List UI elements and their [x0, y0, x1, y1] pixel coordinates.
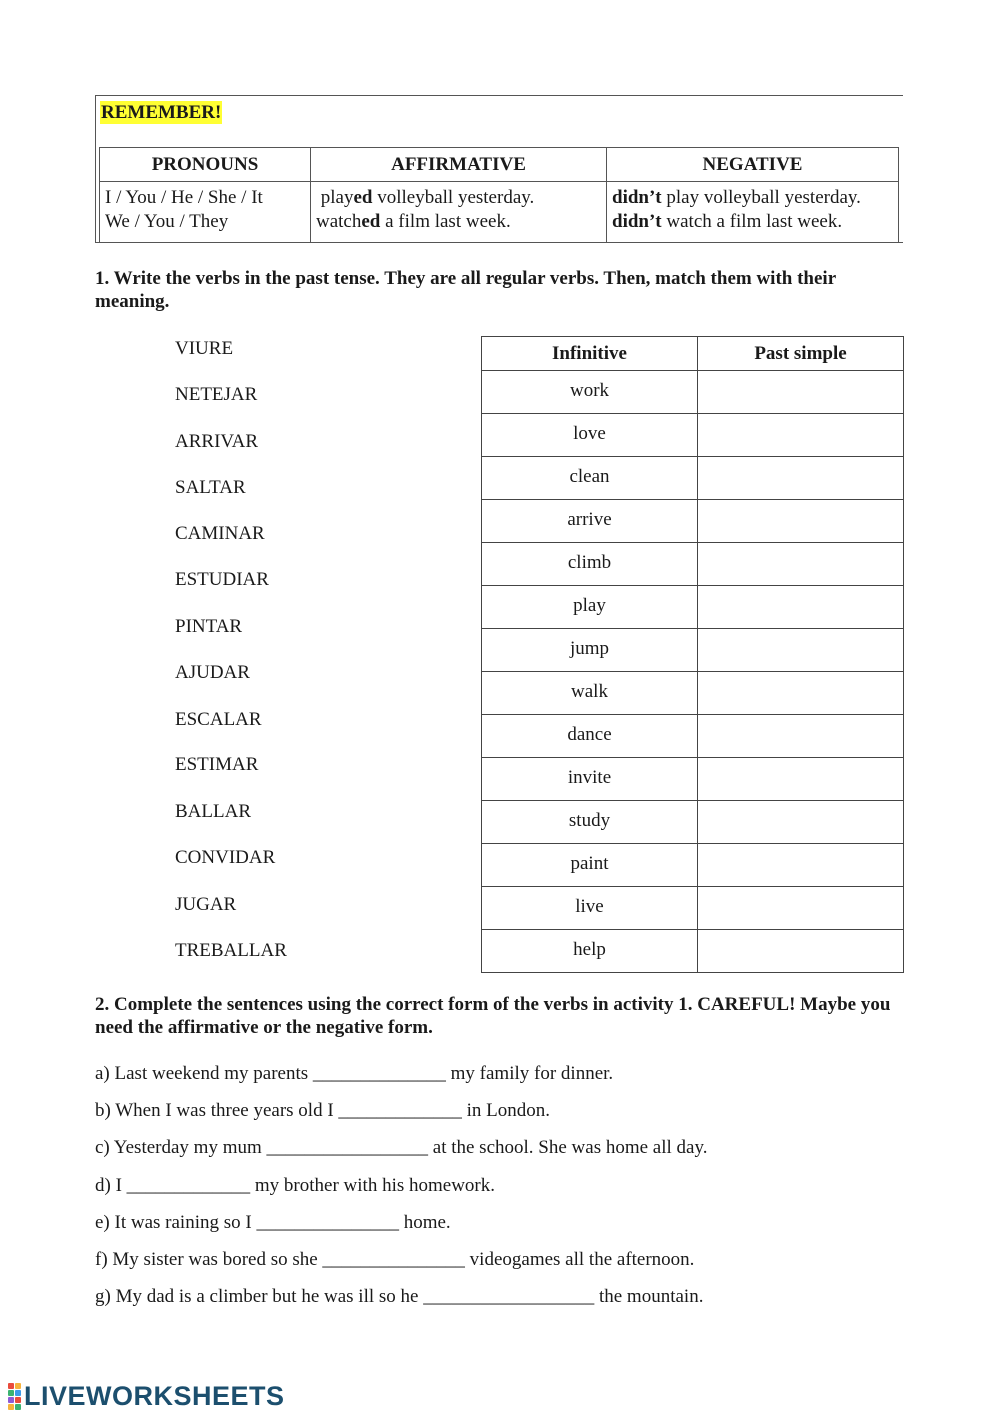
- grammar-table: [99, 147, 899, 243]
- past-simple-answer-cell[interactable]: [698, 586, 904, 629]
- activity2-heading: 2. Complete the sentences using the correct form of the verbs in activity 1. CAREFUL! Maybe you need the affirmative or the negative form.: [95, 994, 891, 1038]
- sentence-item: b) When I was three years old I _____________ in London.: [95, 1100, 551, 1121]
- catalan-verb: ESTUDIAR: [175, 569, 269, 590]
- pronouns-line: We / You / They: [105, 211, 229, 232]
- catalan-verb: AJUDAR: [175, 662, 250, 683]
- verb-row: [482, 586, 904, 629]
- negative-example: didn’t play volleyball yesterday.: [612, 187, 861, 208]
- infinitive-cell: arrive: [482, 500, 698, 543]
- infinitive-cell: live: [482, 887, 698, 930]
- verb-row: [482, 500, 904, 543]
- verb-row: [482, 371, 904, 414]
- infinitive-cell: walk: [482, 672, 698, 715]
- verb-row: [482, 629, 904, 672]
- catalan-verb: JUGAR: [175, 894, 237, 915]
- catalan-verb: ESTIMAR: [175, 754, 259, 775]
- past-simple-answer-cell[interactable]: [698, 629, 904, 672]
- past-simple-answer-cell[interactable]: [698, 758, 904, 801]
- verb-row: [482, 930, 904, 973]
- catalan-verb: CONVIDAR: [175, 847, 276, 868]
- catalan-verb: ESCALAR: [175, 709, 262, 730]
- infinitive-cell: paint: [482, 844, 698, 887]
- catalan-verb: BALLAR: [175, 801, 251, 822]
- sentence-item: a) Last weekend my parents ______________ my family for dinner.: [95, 1063, 614, 1084]
- catalan-verb: TREBALLAR: [175, 940, 287, 961]
- header-negative: NEGATIVE: [607, 148, 899, 182]
- verb-row: [482, 543, 904, 586]
- activity1-heading: 1. Write the verbs in the past tense. They are all regular verbs. Then, match them with their meaning.: [95, 268, 836, 312]
- infinitive-cell: study: [482, 801, 698, 844]
- verb-row: [482, 457, 904, 500]
- infinitive-cell: clean: [482, 457, 698, 500]
- catalan-verb: NETEJAR: [175, 384, 258, 405]
- past-simple-answer-cell[interactable]: [698, 930, 904, 973]
- sentence-item: f) My sister was bored so she _______________ videogames all the afternoon.: [95, 1249, 695, 1270]
- infinitive-cell: love: [482, 414, 698, 457]
- infinitive-cell: work: [482, 371, 698, 414]
- pronouns-cell: [100, 182, 311, 243]
- verb-row: [482, 758, 904, 801]
- affirmative-example: watched a film last week.: [316, 211, 511, 232]
- remember-title: REMEMBER!: [101, 102, 222, 123]
- past-simple-answer-cell[interactable]: [698, 500, 904, 543]
- infinitive-cell: jump: [482, 629, 698, 672]
- affirmative-example: played volleyball yesterday.: [320, 187, 535, 208]
- catalan-verb: CAMINAR: [175, 523, 265, 544]
- header-past-simple: Past simple: [698, 337, 904, 371]
- verb-row: [482, 672, 904, 715]
- verb-row: [482, 414, 904, 457]
- infinitive-cell: climb: [482, 543, 698, 586]
- verb-row: [482, 715, 904, 758]
- past-simple-answer-cell[interactable]: [698, 414, 904, 457]
- negative-example: didn’t watch a film last week.: [612, 211, 843, 232]
- catalan-verb: PINTAR: [175, 616, 243, 637]
- sentence-item: c) Yesterday my mum _________________ at the school. She was home all day.: [95, 1137, 708, 1158]
- catalan-verb: SALTAR: [175, 477, 246, 498]
- past-simple-answer-cell[interactable]: [698, 371, 904, 414]
- past-simple-answer-cell[interactable]: [698, 715, 904, 758]
- liveworksheets-logo-icon: [8, 1383, 21, 1410]
- infinitive-cell: play: [482, 586, 698, 629]
- negative-cell: [607, 182, 899, 243]
- verb-row: [482, 887, 904, 930]
- logo-text: LIVEWORKSHEETS: [24, 1381, 285, 1411]
- catalan-verb: ARRIVAR: [175, 431, 259, 452]
- verb-row: [482, 844, 904, 887]
- liveworksheets-logo[interactable]: [8, 1381, 285, 1411]
- infinitive-cell: dance: [482, 715, 698, 758]
- verb-table: [481, 336, 904, 973]
- past-simple-answer-cell[interactable]: [698, 801, 904, 844]
- past-simple-answer-cell[interactable]: [698, 672, 904, 715]
- past-simple-answer-cell[interactable]: [698, 887, 904, 930]
- pronouns-line: I / You / He / She / It: [105, 187, 263, 208]
- past-simple-answer-cell[interactable]: [698, 844, 904, 887]
- header-pronouns: PRONOUNS: [100, 148, 311, 182]
- header-infinitive: Infinitive: [482, 337, 698, 371]
- past-simple-answer-cell[interactable]: [698, 457, 904, 500]
- infinitive-cell: invite: [482, 758, 698, 801]
- infinitive-cell: help: [482, 930, 698, 973]
- header-affirmative: AFFIRMATIVE: [311, 148, 607, 182]
- past-simple-answer-cell[interactable]: [698, 543, 904, 586]
- sentence-item: e) It was raining so I _______________ home.: [95, 1212, 451, 1233]
- sentence-item: d) I _____________ my brother with his homework.: [95, 1175, 496, 1196]
- sentence-item: g) My dad is a climber but he was ill so he __________________ the mountain.: [95, 1286, 704, 1307]
- catalan-verb: VIURE: [175, 338, 234, 359]
- affirmative-cell: [311, 182, 607, 243]
- verb-row: [482, 801, 904, 844]
